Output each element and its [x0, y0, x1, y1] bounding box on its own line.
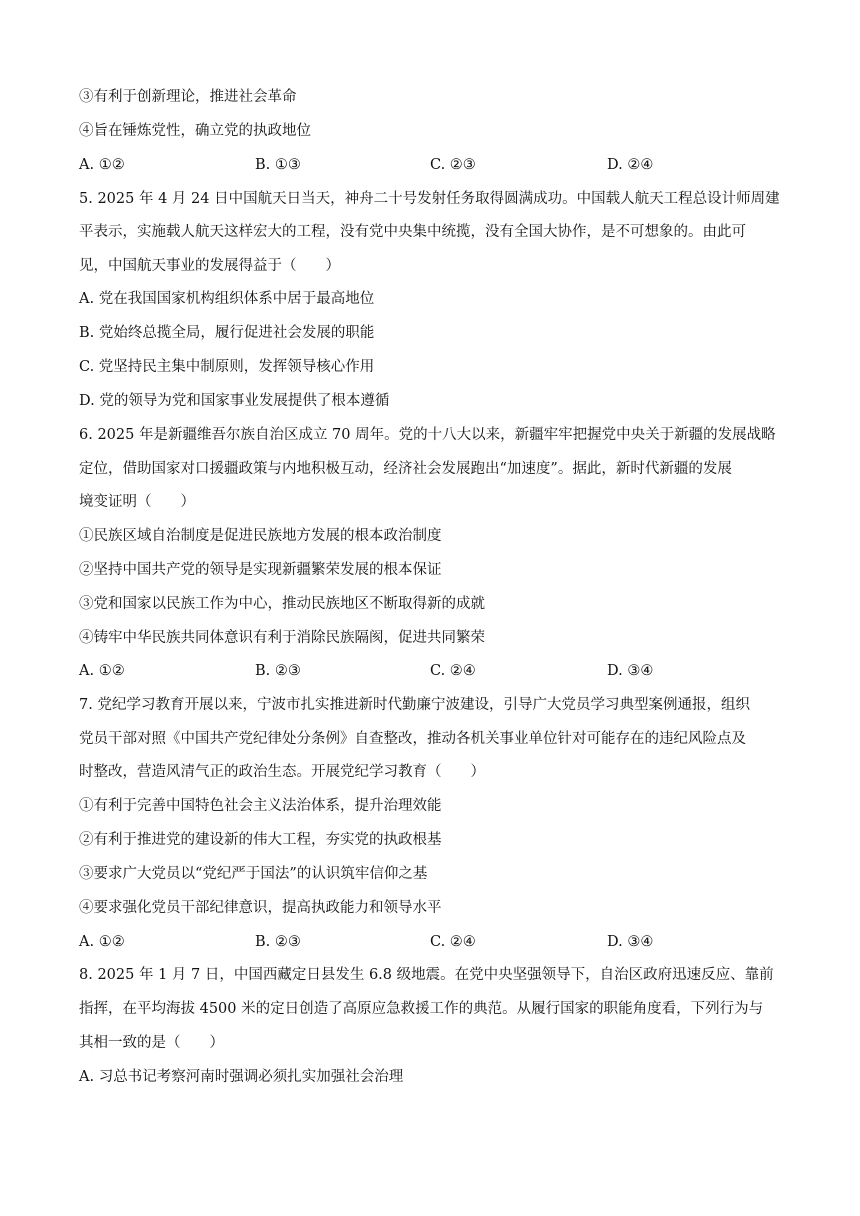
q5-stem-line-3: 见，中国航天事业的发展得益于（ ）: [79, 258, 340, 274]
q4-options: [79, 155, 784, 175]
q7-stem-line-1: 7. 党纪学习教育开展以来，宁波市扎实推进新时代勤廉宁波建设，引导广大党员学习典型案例通报，组织: [79, 697, 750, 713]
q5-option-d: D. 党的领导为党和国家事业发展提供了根本遵循: [79, 393, 390, 409]
q6-option-d: D. ③④: [607, 663, 654, 679]
q7-statement-2: ②有利于推进党的建设新的伟大工程，夯实党的执政根基: [79, 832, 442, 848]
q6-option-c: C. ②④: [430, 663, 476, 679]
q6-option-a: A. ①②: [79, 663, 125, 679]
q6-option-b: B. ②③: [255, 663, 301, 679]
q4-option-a: A. ①②: [79, 157, 125, 173]
q6-statement-3: ③党和国家以民族工作为中心，推动民族地区不断取得新的成就: [79, 596, 485, 612]
q8-stem-line-2: 指挥，在平均海拔 4500 米的定日创造了高原应急救援工作的典范。从履行国家的职能角度看，下列行为与: [79, 1001, 764, 1017]
q4-statement-4: ④旨在锤炼党性，确立党的执政地位: [79, 123, 311, 139]
q7-option-c: C. ②④: [430, 934, 476, 950]
q4-option-b: B. ①③: [255, 157, 301, 173]
q6-statement-4: ④铸牢中华民族共同体意识有利于消除民族隔阂，促进共同繁荣: [79, 630, 485, 646]
q8-option-a: A. 习总书记考察河南时强调必须扎实加强社会治理: [79, 1069, 404, 1085]
q4-option-c: C. ②③: [430, 157, 476, 173]
q4-option-d: D. ②④: [607, 157, 654, 173]
q7-statement-4: ④要求强化党员干部纪律意识，提高执政能力和领导水平: [79, 900, 442, 916]
q7-statement-3: ③要求广大党员以“党纪严于国法”的认识筑牢信仰之基: [79, 866, 428, 882]
q7-statement-1: ①有利于完善中国特色社会主义法治体系，提升治理效能: [79, 798, 442, 814]
q5-stem-line-2: 平表示，实施载人航天这样宏大的工程，没有党中央集中统揽，没有全国大协作，是不可想象的。由此可: [79, 224, 746, 240]
q5-option-c: C. 党坚持民主集中制原则，发挥领导核心作用: [79, 359, 375, 375]
q6-statement-2: ②坚持中国共产党的领导是实现新疆繁荣发展的根本保证: [79, 562, 442, 578]
q7-option-b: B. ②③: [255, 934, 301, 950]
q7-option-d: D. ③④: [607, 934, 654, 950]
q7-stem-line-2: 党员干部对照《中国共产党纪律处分条例》自查整改，推动各机关事业单位针对可能存在的违纪风险点及: [79, 731, 746, 747]
q7-stem-line-3: 时整改，营造风清气正的政治生态。开展党纪学习教育（ ）: [79, 764, 485, 780]
q5-stem-line-1: 5. 2025 年 4 月 24 日中国航天日当天，神舟二十号发射任务取得圆满成功。中国载人航天工程总设计师周建: [79, 191, 780, 207]
q5-option-b: B. 党始终总揽全局，履行促进社会发展的职能: [79, 325, 375, 341]
q7-options: [79, 932, 784, 952]
q5-option-a: A. 党在我国国家机构组织体系中居于最高地位: [79, 291, 375, 307]
q6-stem-line-3: 境变证明（ ）: [79, 494, 195, 510]
q6-stem-line-1: 6. 2025 年是新疆维吾尔族自治区成立 70 周年。党的十八大以来，新疆牢牢把握党中央关于新疆的发展战略: [79, 427, 776, 443]
q8-stem-line-1: 8. 2025 年 1 月 7 日，中国西藏定日县发生 6.8 级地震。在党中央坚强领导下，自治区政府迅速反应、靠前: [79, 967, 774, 983]
q6-statement-1: ①民族区域自治制度是促进民族地方发展的根本政治制度: [79, 528, 442, 544]
q8-stem-line-3: 其相一致的是（ ）: [79, 1035, 224, 1051]
q7-option-a: A. ①②: [79, 934, 125, 950]
q4-statement-3: ③有利于创新理论，推进社会革命: [79, 89, 297, 105]
q6-stem-line-2: 定位，借助国家对口援疆政策与内地积极互动，经济社会发展跑出“加速度”。据此，新时代新疆的发展: [79, 461, 732, 477]
q6-options: [79, 661, 784, 681]
